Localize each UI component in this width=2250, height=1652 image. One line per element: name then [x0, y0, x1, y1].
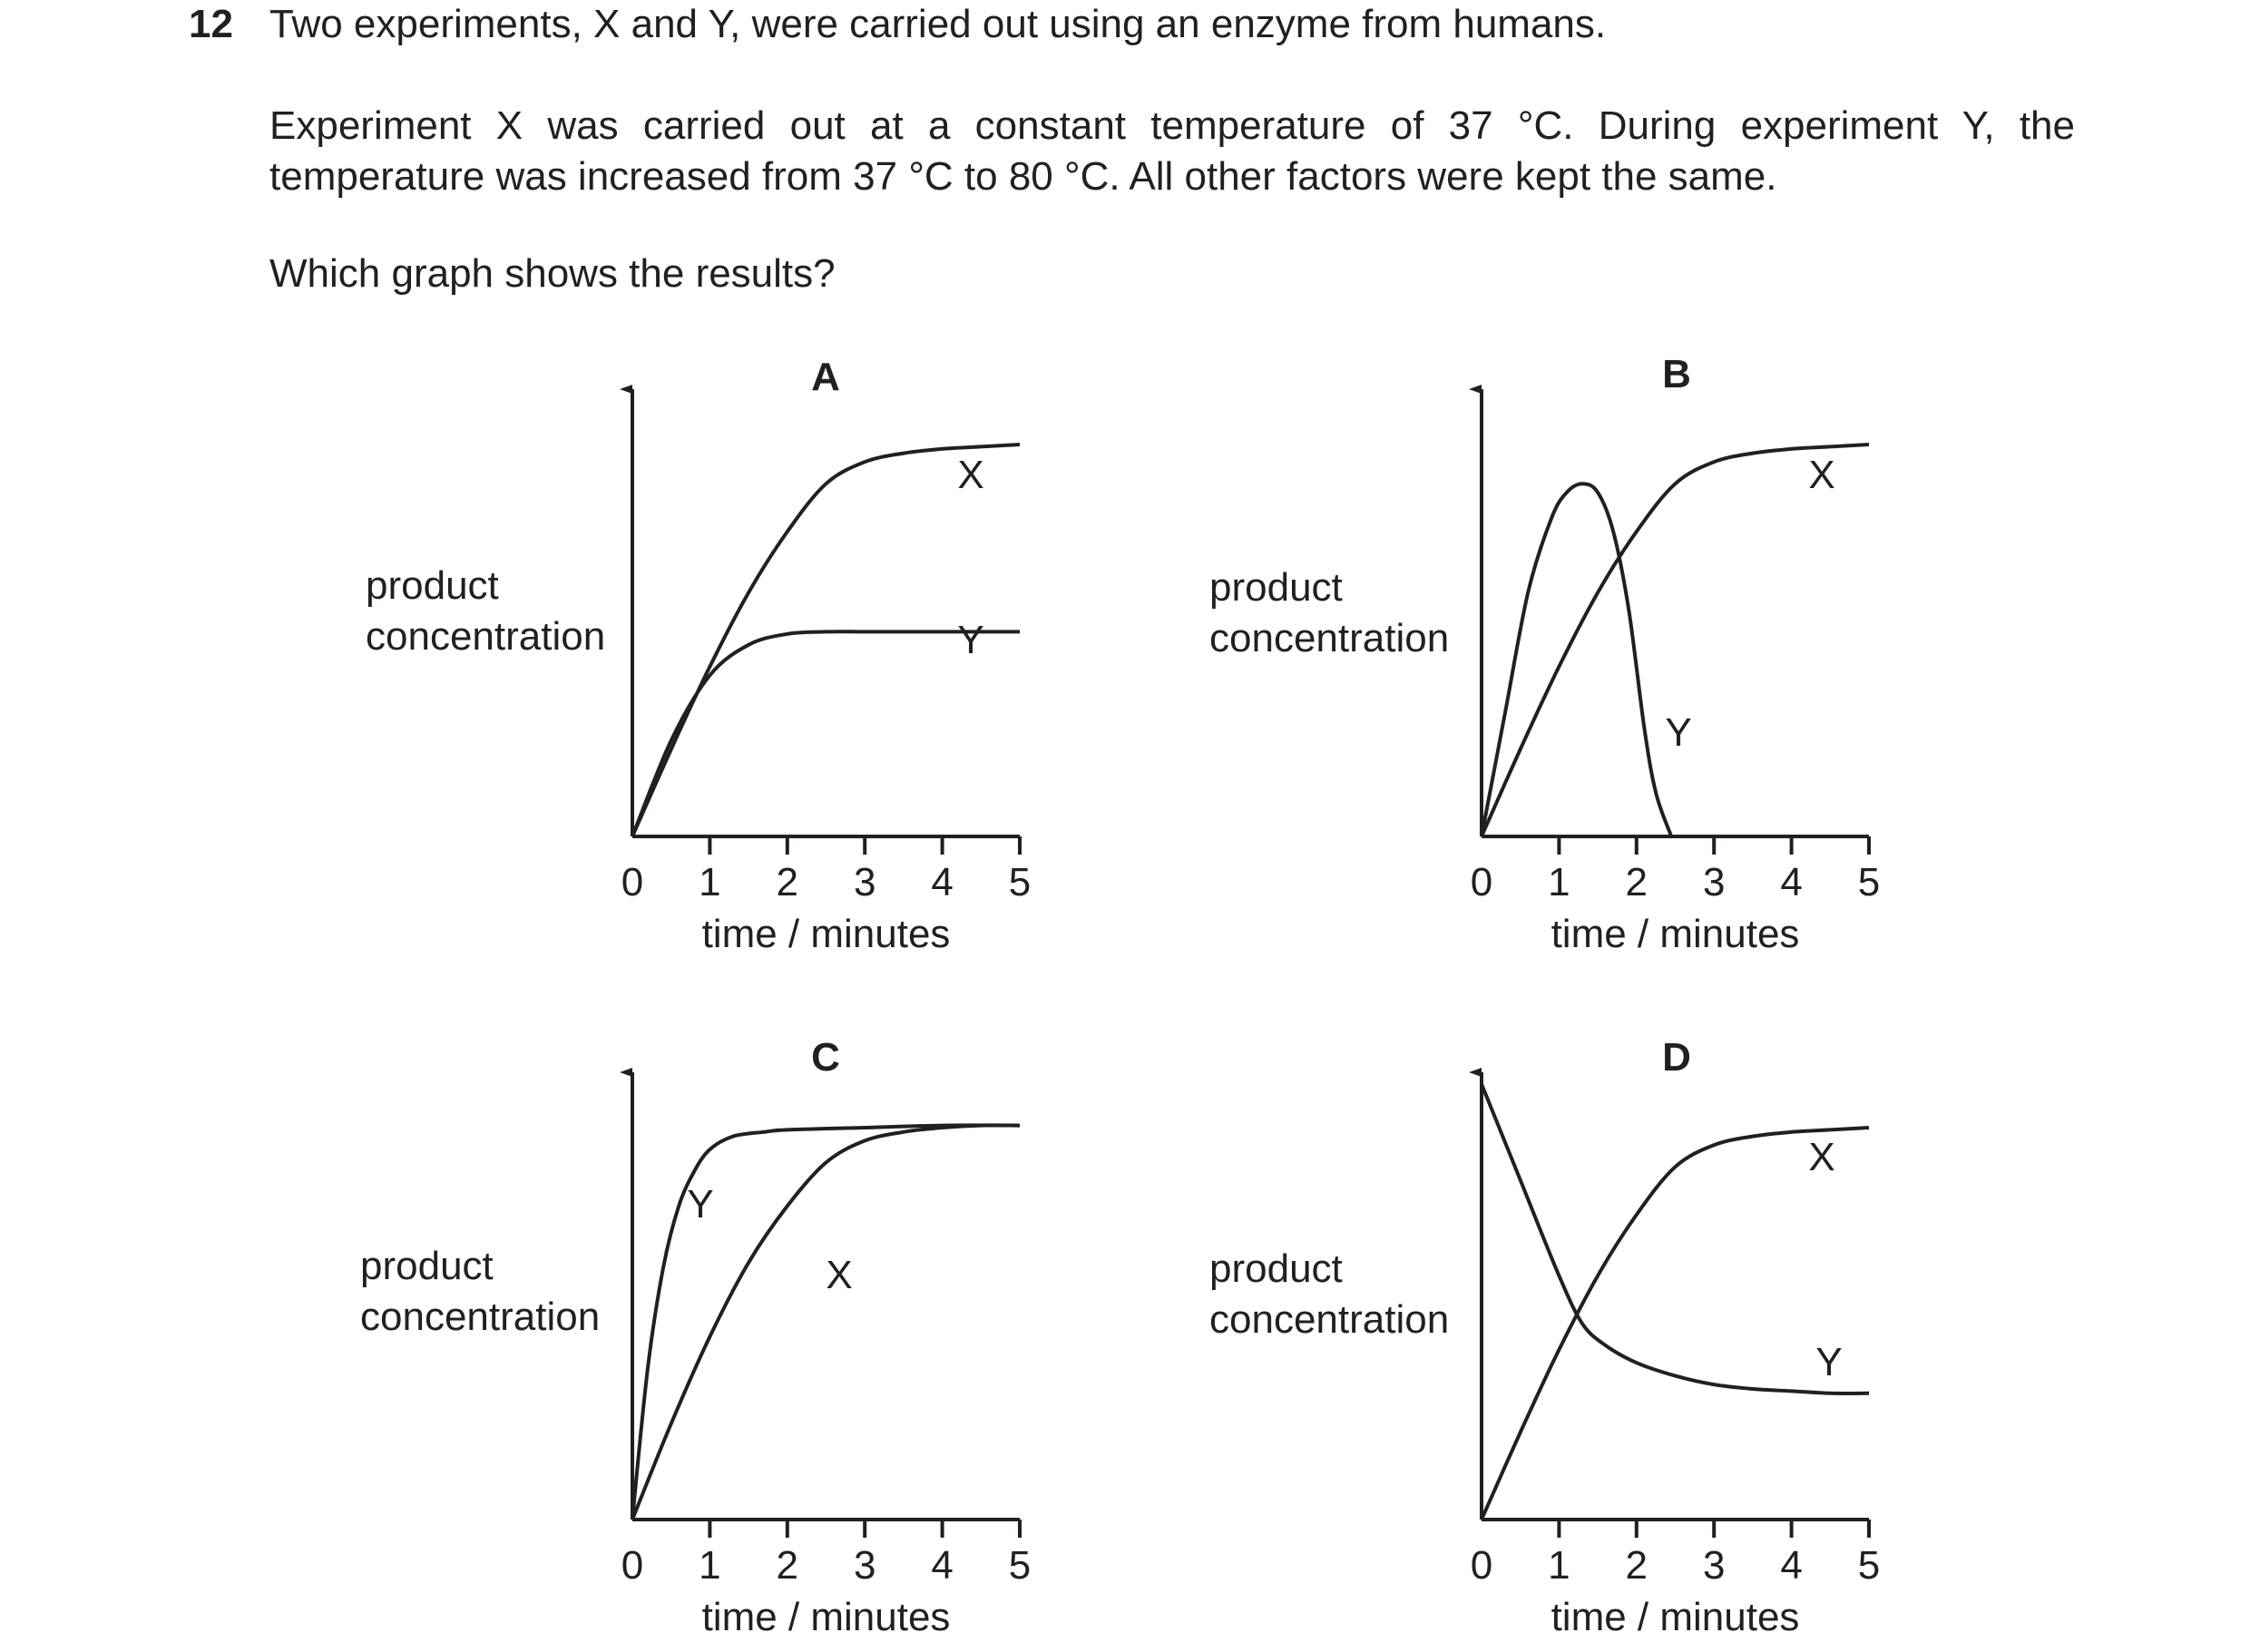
graph-a-curve-label-x: X	[957, 453, 984, 497]
graph-a-tick-label-4: 4	[931, 860, 954, 904]
graph-a-tick-label-2: 2	[776, 860, 799, 904]
graph-d-curve-label-y: Y	[1815, 1340, 1843, 1384]
graph-a-tick-label-1: 1	[699, 860, 721, 904]
graph-c-tick-label-4: 4	[931, 1543, 954, 1588]
graph-d-curve-label-x: X	[1808, 1135, 1835, 1179]
graph-d	[1209, 1035, 1880, 1639]
graph-b-y-label-line-1: product	[1209, 565, 1343, 610]
graph-d-tick-label-4: 4	[1780, 1543, 1803, 1588]
question-line-2: Experiment X was carried out at a constant temperature of 37 °C. During experiment Y, the	[269, 103, 2075, 148]
graph-a-curve-label-y: Y	[957, 618, 984, 662]
graph-d-y-label-line-1: product	[1209, 1246, 1343, 1291]
graph-a-y-label-line-2: concentration	[366, 614, 606, 659]
graph-d-tick-label-0: 0	[1470, 1543, 1493, 1588]
graph-b-curve-label-y: Y	[1665, 710, 1692, 755]
graph-c-y-label-line-1: product	[360, 1244, 494, 1288]
graph-d-title: D	[1662, 1035, 1691, 1080]
graph-a-tick-label-0: 0	[621, 860, 644, 904]
graph-b-tick-label-3: 3	[1702, 860, 1726, 904]
graph-b-title: B	[1662, 352, 1691, 396]
graph-a-tick-label-3: 3	[853, 860, 876, 904]
graph-a	[366, 355, 1031, 956]
graph-d-x-label: time / minutes	[1551, 1595, 1800, 1639]
question-number: 12	[189, 2, 233, 46]
graph-b-tick-label-0: 0	[1470, 860, 1493, 904]
graph-b-curve-y	[1482, 484, 1671, 836]
graph-d-tick-label-2: 2	[1625, 1543, 1648, 1588]
question-line-1: Two experiments, X and Y, were carried out using an enzyme from humans.	[269, 2, 1607, 46]
graph-c	[360, 1035, 1031, 1639]
graph-a-y-label-line-1: product	[366, 563, 499, 608]
graph-c-tick-label-2: 2	[776, 1543, 799, 1588]
graph-b	[1209, 352, 1880, 956]
graph-d-tick-label-5: 5	[1857, 1543, 1881, 1588]
graph-d-tick-label-1: 1	[1548, 1543, 1570, 1588]
graph-a-tick-label-5: 5	[1008, 860, 1032, 904]
graph-a-curve-y	[632, 631, 1020, 836]
graph-c-tick-label-1: 1	[699, 1543, 721, 1588]
graph-d-tick-label-3: 3	[1702, 1543, 1726, 1588]
graph-c-y-label-line-2: concentration	[360, 1295, 601, 1339]
graph-c-tick-label-5: 5	[1008, 1543, 1032, 1588]
graph-c-tick-label-0: 0	[621, 1543, 644, 1588]
graph-c-x-label: time / minutes	[701, 1595, 951, 1639]
question-line-3: temperature was increased from 37 °C to 80 °C. All other factors were kept the same.	[269, 154, 1777, 199]
graph-d-y-label-line-2: concentration	[1209, 1297, 1450, 1342]
graph-b-x-label: time / minutes	[1551, 912, 1800, 956]
graph-b-curve-label-x: X	[1808, 453, 1835, 497]
graph-b-tick-label-1: 1	[1548, 860, 1570, 904]
graph-b-tick-label-4: 4	[1780, 860, 1803, 904]
graph-c-curve-label-y: Y	[687, 1182, 714, 1227]
graph-b-y-label-line-2: concentration	[1209, 616, 1450, 660]
graph-c-curve-label-x: X	[826, 1253, 853, 1297]
graph-c-tick-label-3: 3	[853, 1543, 876, 1588]
graph-b-tick-label-2: 2	[1625, 860, 1648, 904]
graph-c-title: C	[811, 1035, 840, 1080]
graph-a-title: A	[811, 355, 840, 399]
graph-b-tick-label-5: 5	[1857, 860, 1881, 904]
question-line-4: Which graph shows the results?	[269, 251, 836, 296]
graph-b-curve-x	[1482, 445, 1869, 836]
graph-d-curve-x	[1482, 1128, 1869, 1520]
graph-a-x-label: time / minutes	[701, 912, 951, 956]
